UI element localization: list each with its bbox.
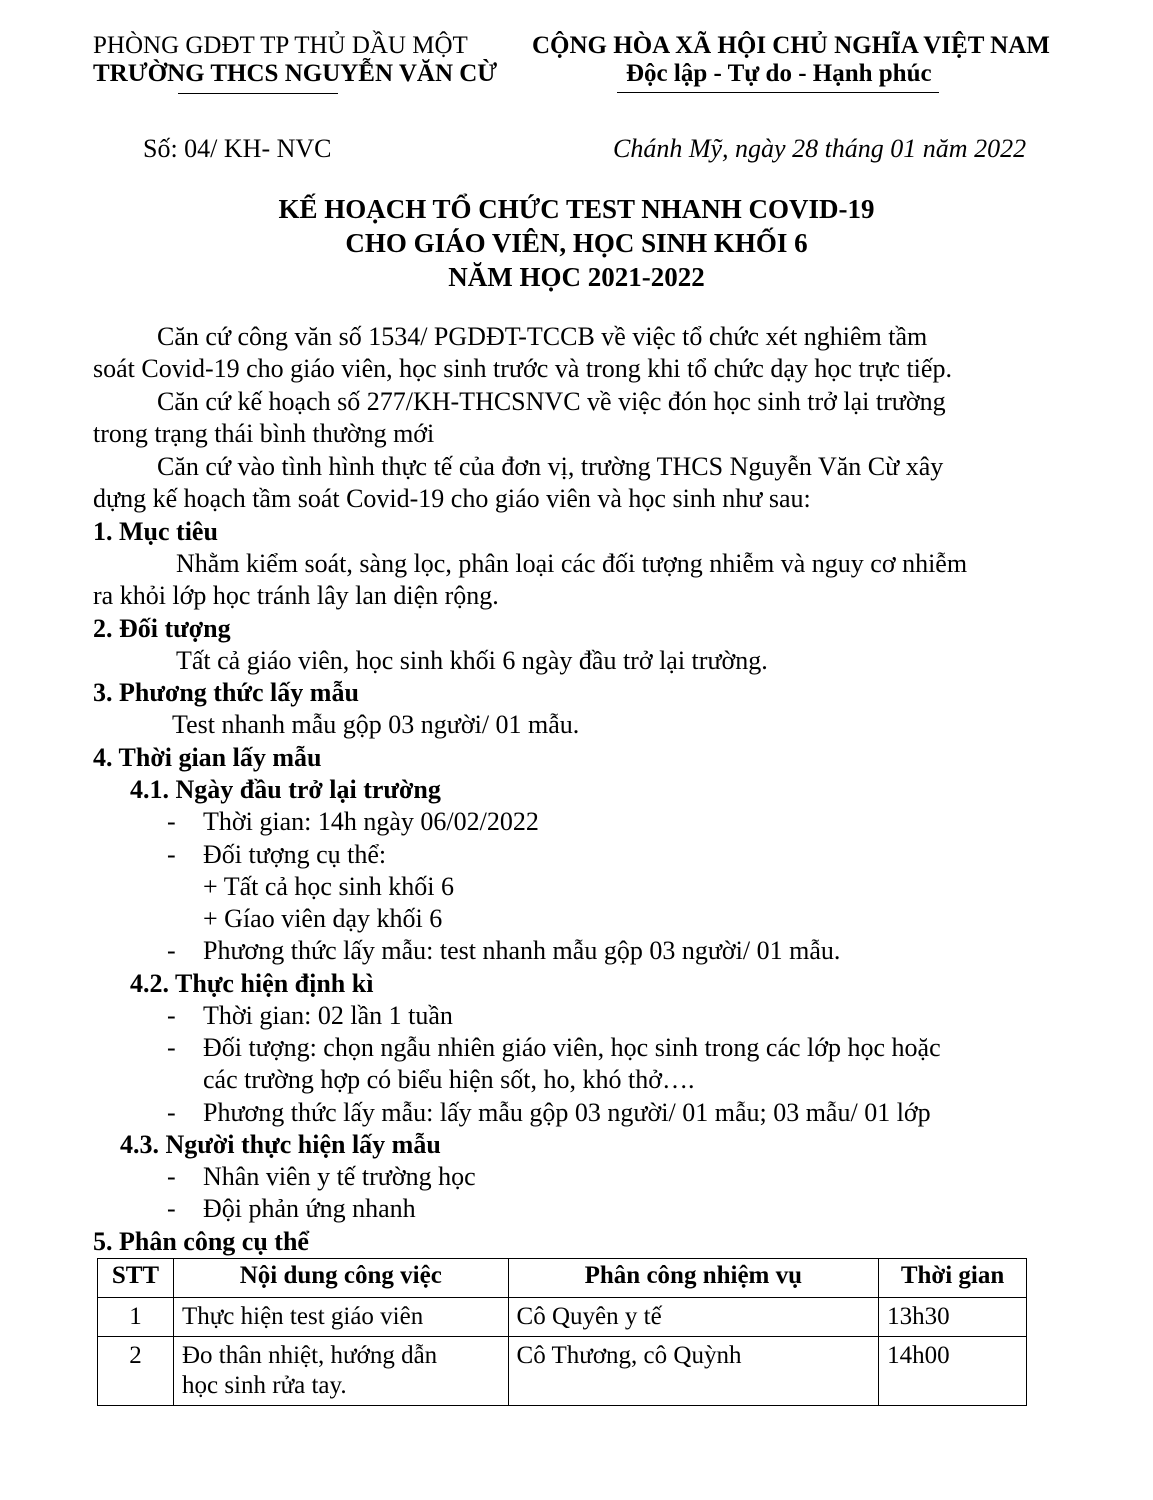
department-name: PHÒNG GDĐT TP THỦ DẦU MỘT [93,32,468,59]
s42-bullet-target-line2: các trường hợp có biểu hiện sốt, ho, khó thở…. [203,1065,695,1094]
col-header-stt: STT [98,1259,174,1298]
section-4-1-heading: 4.1. Ngày đầu trở lại trường [130,775,441,804]
section-5-heading: 5. Phân công cụ thể [93,1227,309,1256]
cell-time: 14h00 [879,1337,1027,1406]
s41-target-sub2: + Gíao viên dạy khối 6 [203,904,443,933]
section-2-heading: 2. Đối tượng [93,614,231,643]
table-row [98,1298,1027,1337]
document-title-line1: KẾ HOẠCH TỔ CHỨC TEST NHANH COVID-19 [278,194,875,224]
s41-bullet-method: Phương thức lấy mẫu: test nhanh mẫu gộp 03 người/ 01 mẫu. [203,936,841,965]
col-header-assignee: Phân công nhiệm vụ [508,1259,879,1298]
s41-bullet-target: Đối tượng cụ thể: [203,840,387,869]
s42-bullet-target-line1: Đối tượng: chọn ngẫu nhiên giáo viên, học sinh trong các lớp học hoặc [203,1033,941,1062]
republic-name: CỘNG HÒA XÃ HỘI CHỦ NGHĨA VIỆT NAM [532,32,1050,59]
s43-bullet-response: Đội phản ứng nhanh [203,1194,416,1223]
cell-task [173,1337,508,1406]
bullet-dash: - [167,1162,176,1191]
section-4-3-heading: 4.3. Người thực hiện lấy mẫu [120,1130,441,1159]
cell-assignee: Cô Thương, cô Quỳnh [508,1337,879,1406]
intro-p3-line2: dựng kế hoạch tầm soát Covid-19 cho giáo viên và học sinh như sau: [93,484,811,513]
cell-task [173,1298,508,1337]
document-title-line3: NĂM HỌC 2021-2022 [448,262,705,292]
section-1-line2: ra khỏi lớp học tránh lây lan diện rộng. [93,581,499,610]
s43-bullet-medical: Nhân viên y tế trường học [203,1162,476,1191]
cell-task-line2: học sinh rửa tay. [181,1372,347,1399]
intro-p1-line1: Căn cứ công văn số 1534/ PGDĐT-TCCB về việc tổ chức xét nghiêm tầm [157,322,928,351]
cell-time: 13h30 [879,1298,1027,1337]
section-4-2-heading: 4.2. Thực hiện định kì [130,969,374,998]
table-header-row [98,1259,1027,1298]
document-number: Số: 04/ KH- NVC [143,134,332,163]
intro-p1-line2: soát Covid-19 cho giáo viên, học sinh trước và trong khi tổ chức dạy học trực tiếp. [93,354,952,383]
document-title-line2: CHO GIÁO VIÊN, HỌC SINH KHỐI 6 [345,228,808,258]
section-2-line1: Tất cả giáo viên, học sinh khối 6 ngày đầu trở lại trường. [176,646,768,675]
bullet-dash: - [167,936,176,965]
cell-stt: 2 [98,1337,174,1406]
school-underline [178,93,338,94]
bullet-dash: - [167,840,176,869]
table-row [98,1337,1027,1406]
bullet-dash: - [167,807,176,836]
cell-stt: 1 [98,1298,174,1337]
section-1-heading: 1. Mục tiêu [93,517,218,546]
place-and-date: Chánh Mỹ, ngày 28 tháng 01 năm 2022 [613,134,1027,163]
col-header-time: Thời gian [879,1259,1027,1298]
bullet-dash: - [167,1001,176,1030]
bullet-dash: - [167,1194,176,1223]
assignment-table [97,1258,1027,1406]
section-4-heading: 4. Thời gian lấy mẫu [93,743,322,772]
cell-task-text: Thực hiện test giáo viên [181,1303,424,1330]
bullet-dash: - [167,1098,176,1127]
intro-p3-line1: Căn cứ vào tình hình thực tế của đơn vị, trường THCS Nguyễn Văn Cừ xây [157,452,944,481]
bullet-dash: - [167,1033,176,1062]
section-3-line1: Test nhanh mẫu gộp 03 người/ 01 mẫu. [172,710,580,739]
section-3-heading: 3. Phương thức lấy mẫu [93,678,359,707]
s41-target-sub1: + Tất cả học sinh khối 6 [203,872,455,901]
school-name: TRƯỜNG THCS NGUYỄN VĂN CỪ [93,60,498,87]
s42-bullet-time: Thời gian: 02 lần 1 tuần [203,1001,453,1030]
intro-p2-line1: Căn cứ kế hoạch số 277/KH-THCSNVC về việc đón học sinh trở lại trường [157,387,946,416]
motto-underline [617,92,939,93]
s42-bullet-method: Phương thức lấy mẫu: lấy mẫu gộp 03 người/ 01 mẫu; 03 mẫu/ 01 lớp [203,1098,931,1127]
intro-p2-line2: trong trạng thái bình thường mới [93,419,435,448]
col-header-task: Nội dung công việc [173,1259,508,1298]
s41-bullet-time: Thời gian: 14h ngày 06/02/2022 [203,807,539,836]
cell-assignee: Cô Quyên y tế [508,1298,879,1337]
national-motto: Độc lập - Tự do - Hạnh phúc [626,60,932,87]
cell-task-line1: Đo thân nhiệt, hướng dẫn [181,1342,438,1369]
section-1-line1: Nhằm kiểm soát, sàng lọc, phân loại các đối tượng nhiễm và nguy cơ nhiễm [176,549,968,578]
